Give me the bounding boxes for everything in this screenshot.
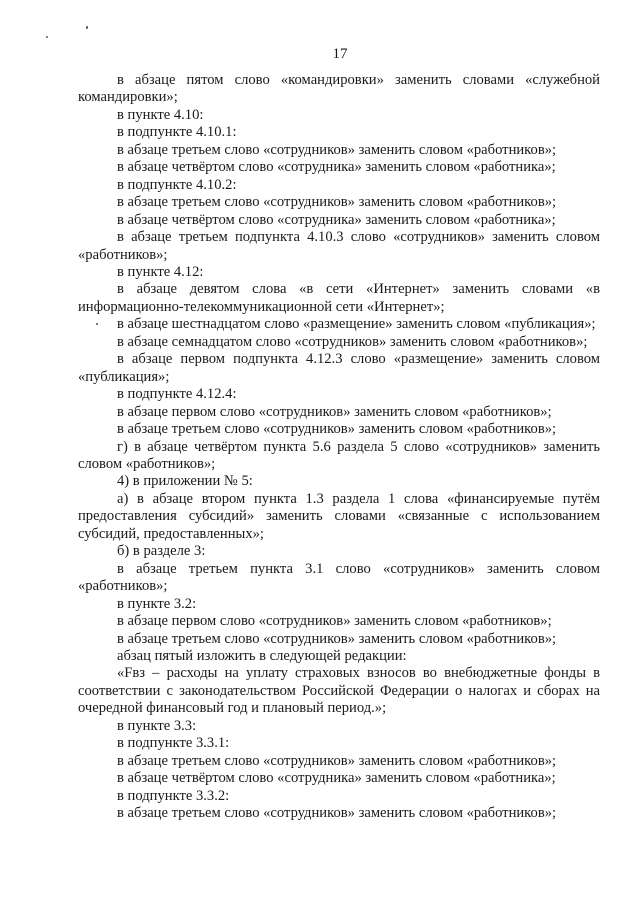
paragraph: в абзаце третьем слово «сотрудников» заменить словом «работников»; — [117, 805, 557, 822]
paragraph: в пункте 3.3: — [117, 717, 197, 734]
paragraph: в абзаце третьем слово «сотрудников» заменить словом «работников»; — [117, 752, 557, 769]
paragraph: в абзаце семнадцатом слово «сотрудников» заменить словом «работников»; — [117, 333, 588, 350]
paragraph: в абзаце первом подпункта 4.12.3 слово «размещение» заменить словом «публикация»; — [78, 351, 600, 385]
paragraph: в пункте 4.10: — [117, 106, 204, 123]
page-number: 17 — [332, 46, 348, 62]
scan-speck — [86, 26, 88, 29]
paragraph: в абзаце третьем слово «сотрудников» заменить словом «работников»; — [117, 141, 557, 158]
paragraph: абзац пятый изложить в следующей редакции: — [117, 647, 407, 664]
paragraph: в абзаце четвёртом слово «сотрудника» заменить словом «работника»; — [117, 770, 556, 787]
paragraph: в подпункте 3.3.1: — [117, 735, 230, 752]
paragraph: в абзаце девятом слова «в сети «Интернет» заменить словами «в информационно-телекоммуникационной сети «Интернет»; — [78, 281, 600, 315]
scan-speck — [46, 36, 48, 38]
paragraph: г) в абзаце четвёртом пункта 5.6 раздела 5 слово «сотрудников» заменить словом «работников»; — [78, 438, 600, 472]
paragraph: в абзаце третьем слово «сотрудников» заменить словом «работников»; — [117, 194, 557, 211]
paragraph: в подпункте 4.12.4: — [117, 386, 237, 403]
paragraph: в подпункте 4.10.1: — [117, 124, 237, 141]
paragraph: в абзаце третьем слово «сотрудников» заменить словом «работников»; — [117, 421, 557, 438]
paragraph: в абзаце первом слово «сотрудников» заменить словом «работников»; — [117, 403, 552, 420]
paragraph: «Fвз – расходы на уплату страховых взносов во внебюджетные фонды в соответствии с законодательством Российской Федерации о налогах и сборах на очередной финансовый год и плановый период.»; — [78, 665, 600, 717]
document-body — [78, 72, 600, 822]
paragraph: в подпункте 4.10.2: — [117, 176, 237, 193]
paragraph: в абзаце третьем пункта 3.1 слово «сотрудников» заменить словом «работников»; — [78, 560, 600, 595]
paragraph: б) в разделе 3: — [117, 543, 206, 560]
paragraph: в подпункте 3.3.2: — [117, 787, 230, 804]
paragraph: в абзаце пятом слово «командировки» заменить словами «служебной командировки»; — [78, 72, 600, 106]
paragraph: а) в абзаце втором пункта 1.3 раздела 1 слова «финансируемые путём предоставления субсидий» заменить словами «связанные с использованием субсидий, предоставленных»; — [78, 490, 600, 542]
paragraph: в абзаце третьем слово «сотрудников» заменить словом «работников»; — [117, 630, 557, 647]
paragraph: в абзаце первом слово «сотрудников» заменить словом «работников»; — [117, 613, 552, 630]
paragraph: в абзаце четвёртом слово «сотрудника» заменить словом «работника»; — [117, 211, 556, 228]
paragraph: в абзаце четвёртом слово «сотрудника» заменить словом «работника»; — [117, 159, 556, 176]
paragraph: в пункте 4.12: — [117, 263, 204, 280]
paragraph: в пункте 3.2: — [117, 595, 197, 612]
paragraph: 4) в приложении № 5: — [117, 473, 253, 490]
paragraph: в абзаце третьем подпункта 4.10.3 слово «сотрудников» заменить словом «работников»; — [78, 229, 600, 263]
paragraph: в абзаце шестнадцатом слово «размещение» заменить словом «публикация»; — [117, 316, 596, 333]
